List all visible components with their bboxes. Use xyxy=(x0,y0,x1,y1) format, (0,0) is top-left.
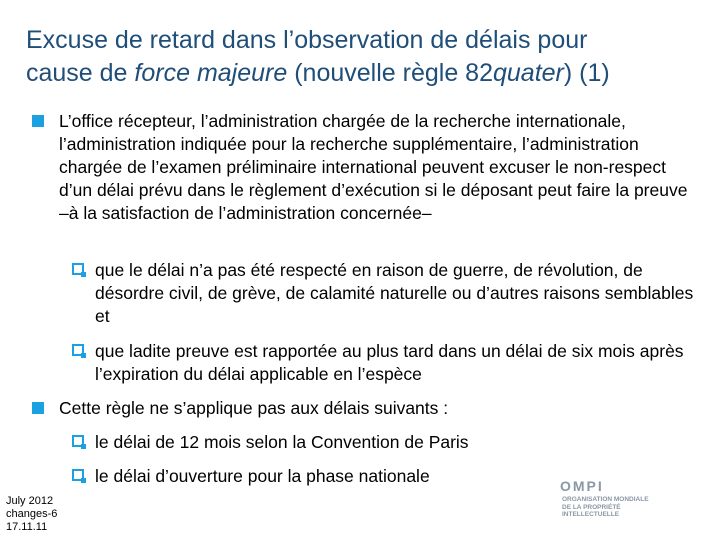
sub-bullet-force-majeure-cause xyxy=(72,259,702,328)
title-italic-force-majeure: force majeure xyxy=(134,59,288,87)
bullet-office-excuse xyxy=(32,110,700,225)
footer-changes: changes-6 xyxy=(6,508,58,520)
footer-version: 17.11.11 xyxy=(6,521,48,533)
sub-bullet-text: le délai de 12 mois selon la Convention de Paris xyxy=(95,432,469,452)
title-line-2-pre: cause de xyxy=(26,59,135,87)
footer-date: July 2012 xyxy=(6,495,54,507)
logo-caption-line: ORGANISATION MONDIALE xyxy=(562,496,649,503)
logo-caption-line: DE LA PROPRIÉTÉ xyxy=(562,503,621,511)
slide-title xyxy=(26,24,706,90)
square-bullet-icon xyxy=(32,115,44,127)
sub-bullet-paris-convention xyxy=(72,431,702,454)
checkbox-bullet-icon xyxy=(72,263,84,275)
bullet-text: Cette règle ne s’applique pas aux délais suivants : xyxy=(59,398,449,418)
slide-footer xyxy=(6,495,57,534)
sub-bullet-text: le délai d’ouverture pour la phase nationale xyxy=(95,466,430,486)
logo-mark: OMPI xyxy=(560,478,604,494)
checkbox-bullet-icon xyxy=(72,469,84,481)
bullet-text: L’office récepteur, l’administration chargée de la recherche internationale, l’administration indiquée pour la recherche supplémentaire, l’administration chargée de l’examen préliminaire international peuvent excuser le non-respect d’un délai prévu dans le règlement d’exécution si le déposant peut faire la preuve –à la satisfaction de l’administration concernée– xyxy=(59,111,688,223)
sub-bullet-proof-deadline xyxy=(72,340,702,386)
sub-bullet-text: que le délai n’a pas été respecté en raison de guerre, de révolution, de désordre civil, de grève, de calamité naturelle ou d’autres raisons semblables et xyxy=(95,260,694,326)
title-italic-quater: quater xyxy=(492,59,564,87)
checkbox-bullet-icon xyxy=(72,435,84,447)
title-line-1: Excuse de retard dans l’observation de délais pour xyxy=(26,26,588,54)
wipo-logo xyxy=(560,478,680,518)
title-line-2-post: ) (1) xyxy=(563,59,610,87)
title-line-2-mid: (nouvelle règle 82 xyxy=(287,59,493,87)
square-bullet-icon xyxy=(32,402,44,414)
logo-caption-line: INTELLECTUELLE xyxy=(562,511,620,518)
sub-bullet-text: que ladite preuve est rapportée au plus tard dans un délai de six mois après l’expiration du délai applicable en l’espèce xyxy=(95,341,684,384)
bullet-exceptions xyxy=(32,397,700,420)
checkbox-bullet-icon xyxy=(72,344,84,356)
logo-caption xyxy=(562,496,680,519)
